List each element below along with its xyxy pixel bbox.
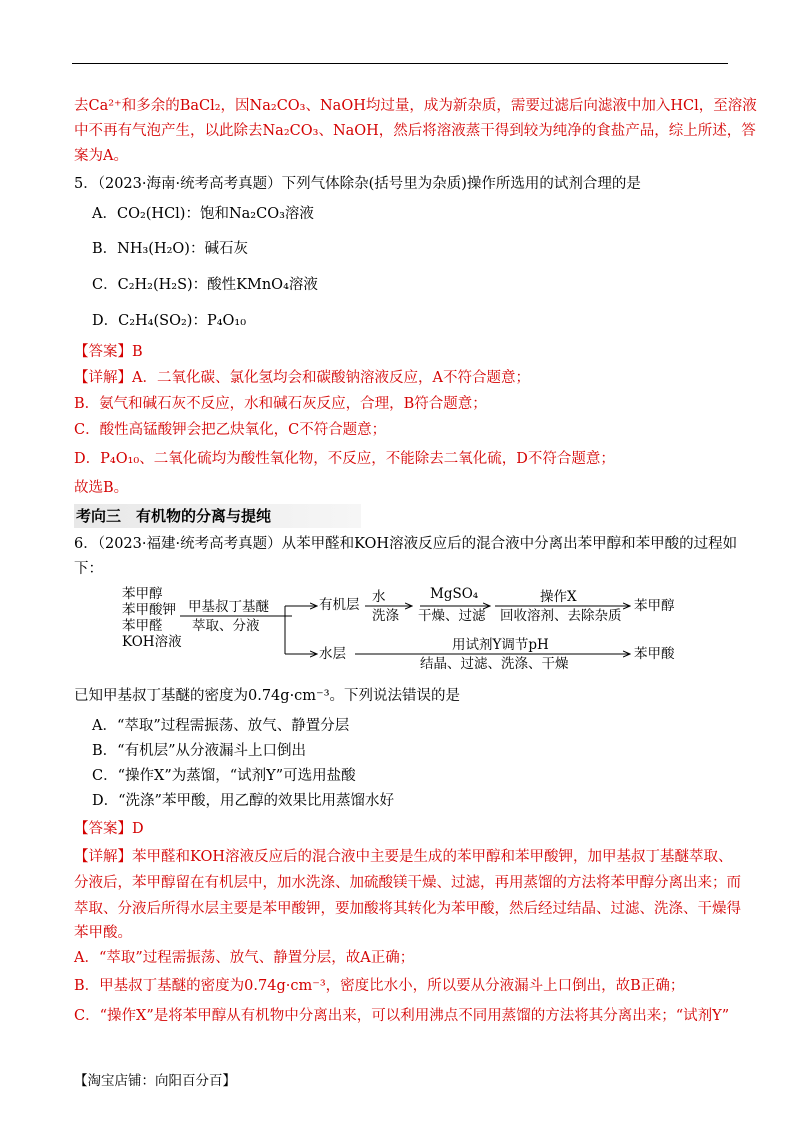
product-benzoic-acid: 苯甲酸	[634, 646, 675, 662]
option-c: C．“操作X”为蒸馏，“试剂Y”可选用盐酸	[92, 768, 356, 784]
question-6-stem: 6．（2023·福建·统考高考真题）从苯甲醛和KOH溶液反应后的混合液中分离出苯甲醇和苯甲酸的过程如	[74, 536, 738, 552]
answer-label: 【答案】B	[74, 344, 143, 360]
mixture-component: KOH溶液	[122, 634, 182, 650]
mgso4-top: MgSO₄	[430, 586, 479, 602]
answer-label: 【答案】D	[74, 821, 144, 837]
footer-shop-label: 【淘宝店铺：向阳百分百】	[74, 1073, 236, 1089]
option-d: D．“洗涤”苯甲酸，用乙醇的效果比用蒸馏水好	[92, 793, 394, 809]
detail-line: C．“操作X”是将苯甲醇从有机物中分离出来，可以利用沸点不同用蒸馏的方法将其分离出来；“试剂Y”	[74, 1008, 730, 1024]
mixture-component: 苯甲醛	[122, 618, 163, 634]
detail-line: B．甲基叔丁基醚的密度为0.74g·cm⁻³，密度比水小，所以要从分液漏斗上口倒出，故B正确；	[74, 978, 685, 994]
detail-line: B．氨气和碱石灰不反应，水和碱石灰反应，合理，B符合题意；	[74, 396, 487, 412]
detail-line: 分液后，苯甲醇留在有机层中，加水洗涤、加硫酸镁干燥、过滤，再用蒸馏的方法将苯甲醇分离出来；而	[74, 875, 741, 891]
paragraph-line: 中不再有气泡产生，以此除去Na₂CO₃、NaOH，然后将溶液蒸干得到较为纯净的食盐产品，综上所述，答	[74, 123, 756, 139]
mixture-component: 苯甲酸钾	[122, 602, 176, 618]
operation-x-bottom: 回收溶剂、去除杂质	[500, 608, 622, 624]
paragraph-line: 案为A。	[74, 148, 128, 164]
separation-flow-diagram	[120, 586, 680, 672]
organic-layer-label: 有机层	[319, 597, 360, 613]
aqueous-layer-label: 水层	[319, 646, 346, 662]
step1-bottom-label: 萃取、分液	[192, 618, 260, 634]
section-heading: 考向三 有机物的分离与提纯	[74, 504, 361, 528]
step1-top-label: 甲基叔丁基醚	[188, 599, 269, 615]
detail-line: 苯甲酸。	[74, 925, 132, 941]
detail-line: D．P₄O₁₀、二氧化硫均为酸性氧化物，不反应，不能除去二氧化硫，D不符合题意；	[74, 451, 615, 467]
detail-line: 萃取、分液后所得水层主要是苯甲酸钾，要加酸将其转化为苯甲酸，然后经过结晶、过滤、洗涤、干燥得	[74, 901, 741, 917]
water-wash-bottom: 洗涤	[372, 608, 399, 624]
option-a: A．CO₂(HCl)：饱和Na₂CO₃溶液	[92, 206, 314, 222]
reagent-y-bottom: 结晶、过滤、洗涤、干燥	[420, 656, 569, 672]
mixture-component: 苯甲醇	[122, 586, 163, 602]
question-6-stem: 下：	[74, 561, 103, 577]
option-a: A．“萃取”过程需振荡、放气、静置分层	[92, 718, 350, 734]
option-c: C．C₂H₂(H₂S)：酸性KMnO₄溶液	[92, 277, 318, 293]
option-d: D．C₂H₄(SO₂)：P₄O₁₀	[92, 313, 247, 329]
paragraph-line: 去Ca²⁺和多余的BaCl₂，因Na₂CO₃、NaOH均过量，成为新杂质，需要过滤后向滤液中加入HCl，至溶液	[74, 98, 757, 114]
water-wash-top: 水	[372, 589, 386, 605]
detail-line: 【详解】苯甲醛和KOH溶液反应后的混合液中主要是生成的苯甲醇和苯甲酸钾，加甲基叔丁基醚萃取、	[74, 849, 733, 865]
header-rule	[72, 63, 728, 64]
detail-line: A．“萃取”过程需振荡、放气、静置分层，故A正确；	[74, 950, 415, 966]
product-benzyl-alcohol: 苯甲醇	[634, 598, 675, 614]
reagent-y-top: 用试剂Y调节pH	[452, 637, 549, 653]
detail-line: 【详解】A．二氧化碳、氯化氢均会和碳酸钠溶液反应，A不符合题意；	[74, 370, 530, 386]
mgso4-bottom: 干燥、过滤	[418, 608, 486, 624]
option-b: B．“有机层”从分液漏斗上口倒出	[92, 743, 306, 759]
question-5-stem: 5．（2023·海南·统考高考真题）下列气体除杂(括号里为杂质)操作所选用的试剂合理的是	[74, 176, 641, 192]
operation-x-top: 操作X	[540, 589, 577, 605]
detail-line: C．酸性高锰酸钾会把乙炔氧化，C不符合题意；	[74, 422, 387, 438]
detail-line: 故选B。	[74, 480, 129, 496]
known-condition: 已知甲基叔丁基醚的密度为0.74g·cm⁻³。下列说法错误的是	[74, 688, 461, 704]
option-b: B．NH₃(H₂O)：碱石灰	[92, 241, 248, 257]
